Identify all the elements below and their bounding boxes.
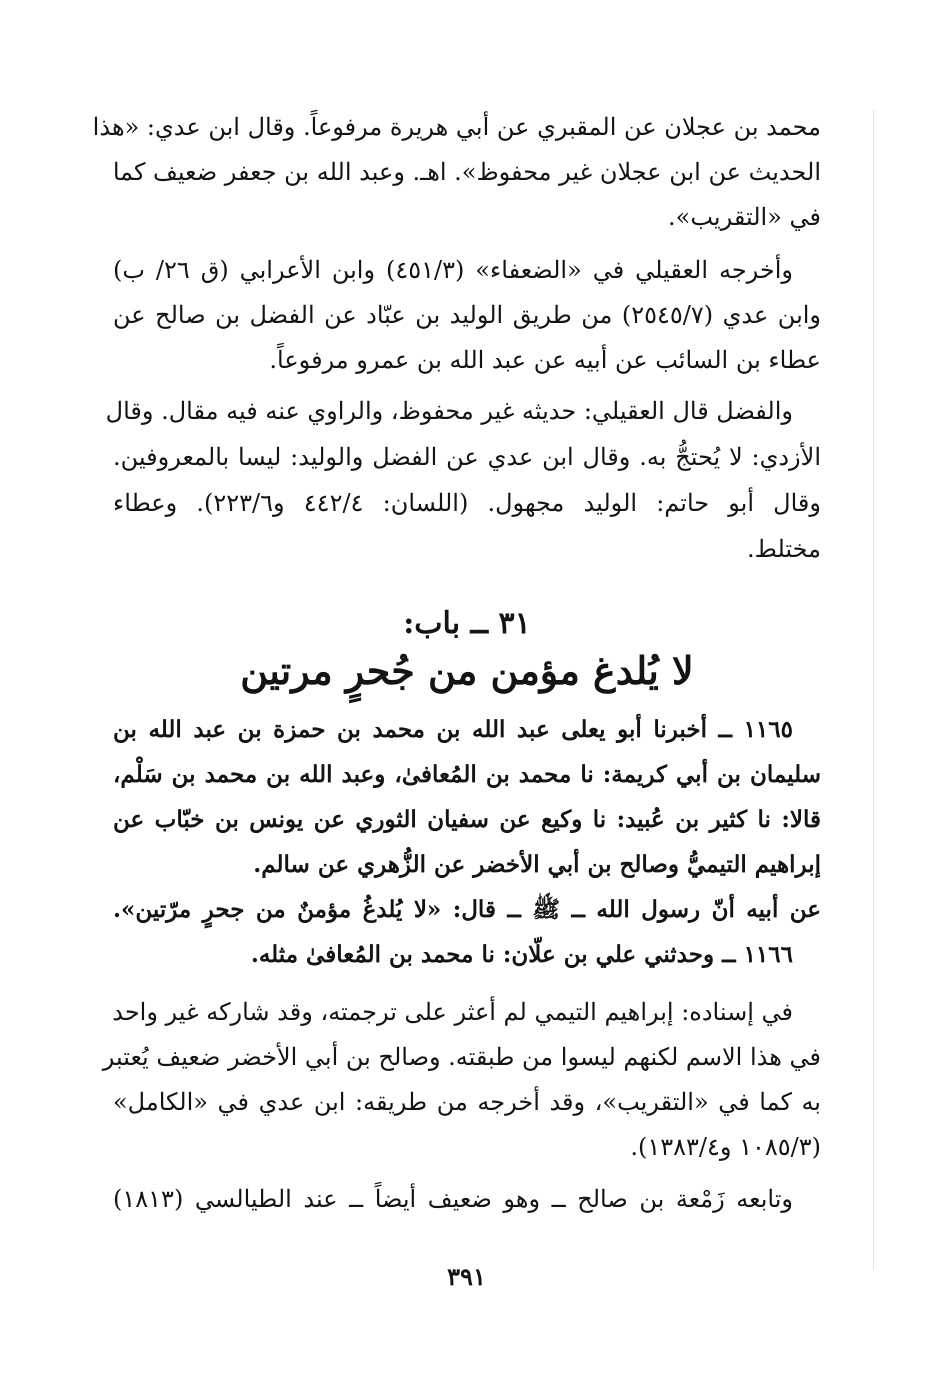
text-line: عطاء بن السائب عن أبيه عن عبد الله بن عمرو مرفوعاً.: [269, 346, 821, 374]
text-line: وابن عدي (٢٥٤٥/٧) من طريق الوليد بن عبّاد عن الفضل بن صالح عن: [113, 301, 822, 329]
text-line: في «التقريب».: [668, 203, 821, 231]
text-line: (١٠٨٥/٣ و١٣٨٣/٤).: [630, 1133, 821, 1161]
hadith-line: سليمان بن أبي كريمة: نا محمد بن المُعافىٰ، وعبد الله بن محمد بن سَلْم،: [113, 761, 821, 788]
text-line: وتابعه زَمْعة بن صالح ــ وهو ضعيف أيضاً ــ عند الطيالسي (١٨١٣): [113, 1185, 793, 1213]
hadith-line: عن أبيه أنّ رسول الله ــ ﷺ ــ قال: «لا يُلدغُ مؤمنٌ من جحرٍ مرّتين».: [113, 896, 821, 923]
hadith-text: [113, 718, 821, 988]
page-number: ٣٩١: [447, 1262, 486, 1291]
paragraph-narrator-criticism: [105, 397, 821, 583]
text-line: محمد بن عجلان عن المقبري عن أبي هريرة مرفوعاً. وقال ابن عدي: «هذا: [92, 113, 821, 141]
scan-margin-line: [873, 110, 874, 1270]
hadith-line: ١١٦٥ ــ أخبرنا أبو يعلى عبد الله بن محمد بن حمزة بن عبد الله بن: [113, 716, 793, 743]
hadith-line: قالا: نا كثير بن عُبيد: نا وكيع عن سفيان الثوري عن يونس بن خبّاب عن: [113, 806, 821, 833]
tail-paragraph: [113, 1187, 821, 1232]
chapter-title: لا يُلدغ مؤمن من جُحرٍ مرتين: [240, 648, 694, 693]
text-line: الحديث عن ابن عجلان غير محفوظ». اهـ. وعبد الله بن جعفر ضعيف كما: [112, 158, 821, 186]
text-line: في إسناده: إبراهيم التيمي لم أعثر على ترجمته، وقد شاركه غير واحد: [112, 998, 793, 1026]
text-line: في هذا الاسم لكنهم ليسوا من طبقته. وصالح بن أبي الأخضر ضعيف يُعتبر: [102, 1043, 821, 1071]
text-line: الأزدي: لا يُحتجُّ به. وقال ابن عدي عن الفضل والوليد: ليسا بالمعروفين.: [113, 443, 821, 471]
paragraph-takhrij: [113, 258, 821, 393]
hadith-line: ١١٦٦ ــ وحدثني علي بن علّان: نا محمد بن المُعافىٰ مثله.: [250, 941, 793, 968]
text-line: به كما في «التقريب»، وقد أخرجه من طريقه: ابن عدي في «الكامل»: [113, 1088, 821, 1116]
commentary-paragraph: [102, 998, 821, 1180]
text-line: وقال أبو حاتم: الوليد مجهول. (اللسان: ٤٤٢/٤ و٢٢٣/٦). وعطاء: [113, 489, 821, 517]
chapter-label: ٣١ ــ باب:: [403, 606, 531, 641]
text-line: وأخرجه العقيلي في «الضعفاء» (٤٥١/٣) وابن الأعرابي (ق ٢٦/ ب): [113, 256, 793, 284]
paragraph-continuation: [92, 113, 821, 250]
hadith-line: إبراهيم التيميُّ وصالح بن أبي الأخضر عن الزُّهري عن سالم.: [253, 851, 821, 878]
text-line: والفضل قال العقيلي: حديثه غير محفوظ، والراوي عنه فيه مقال. وقال: [105, 397, 793, 425]
text-line: مختلط.: [747, 535, 821, 563]
